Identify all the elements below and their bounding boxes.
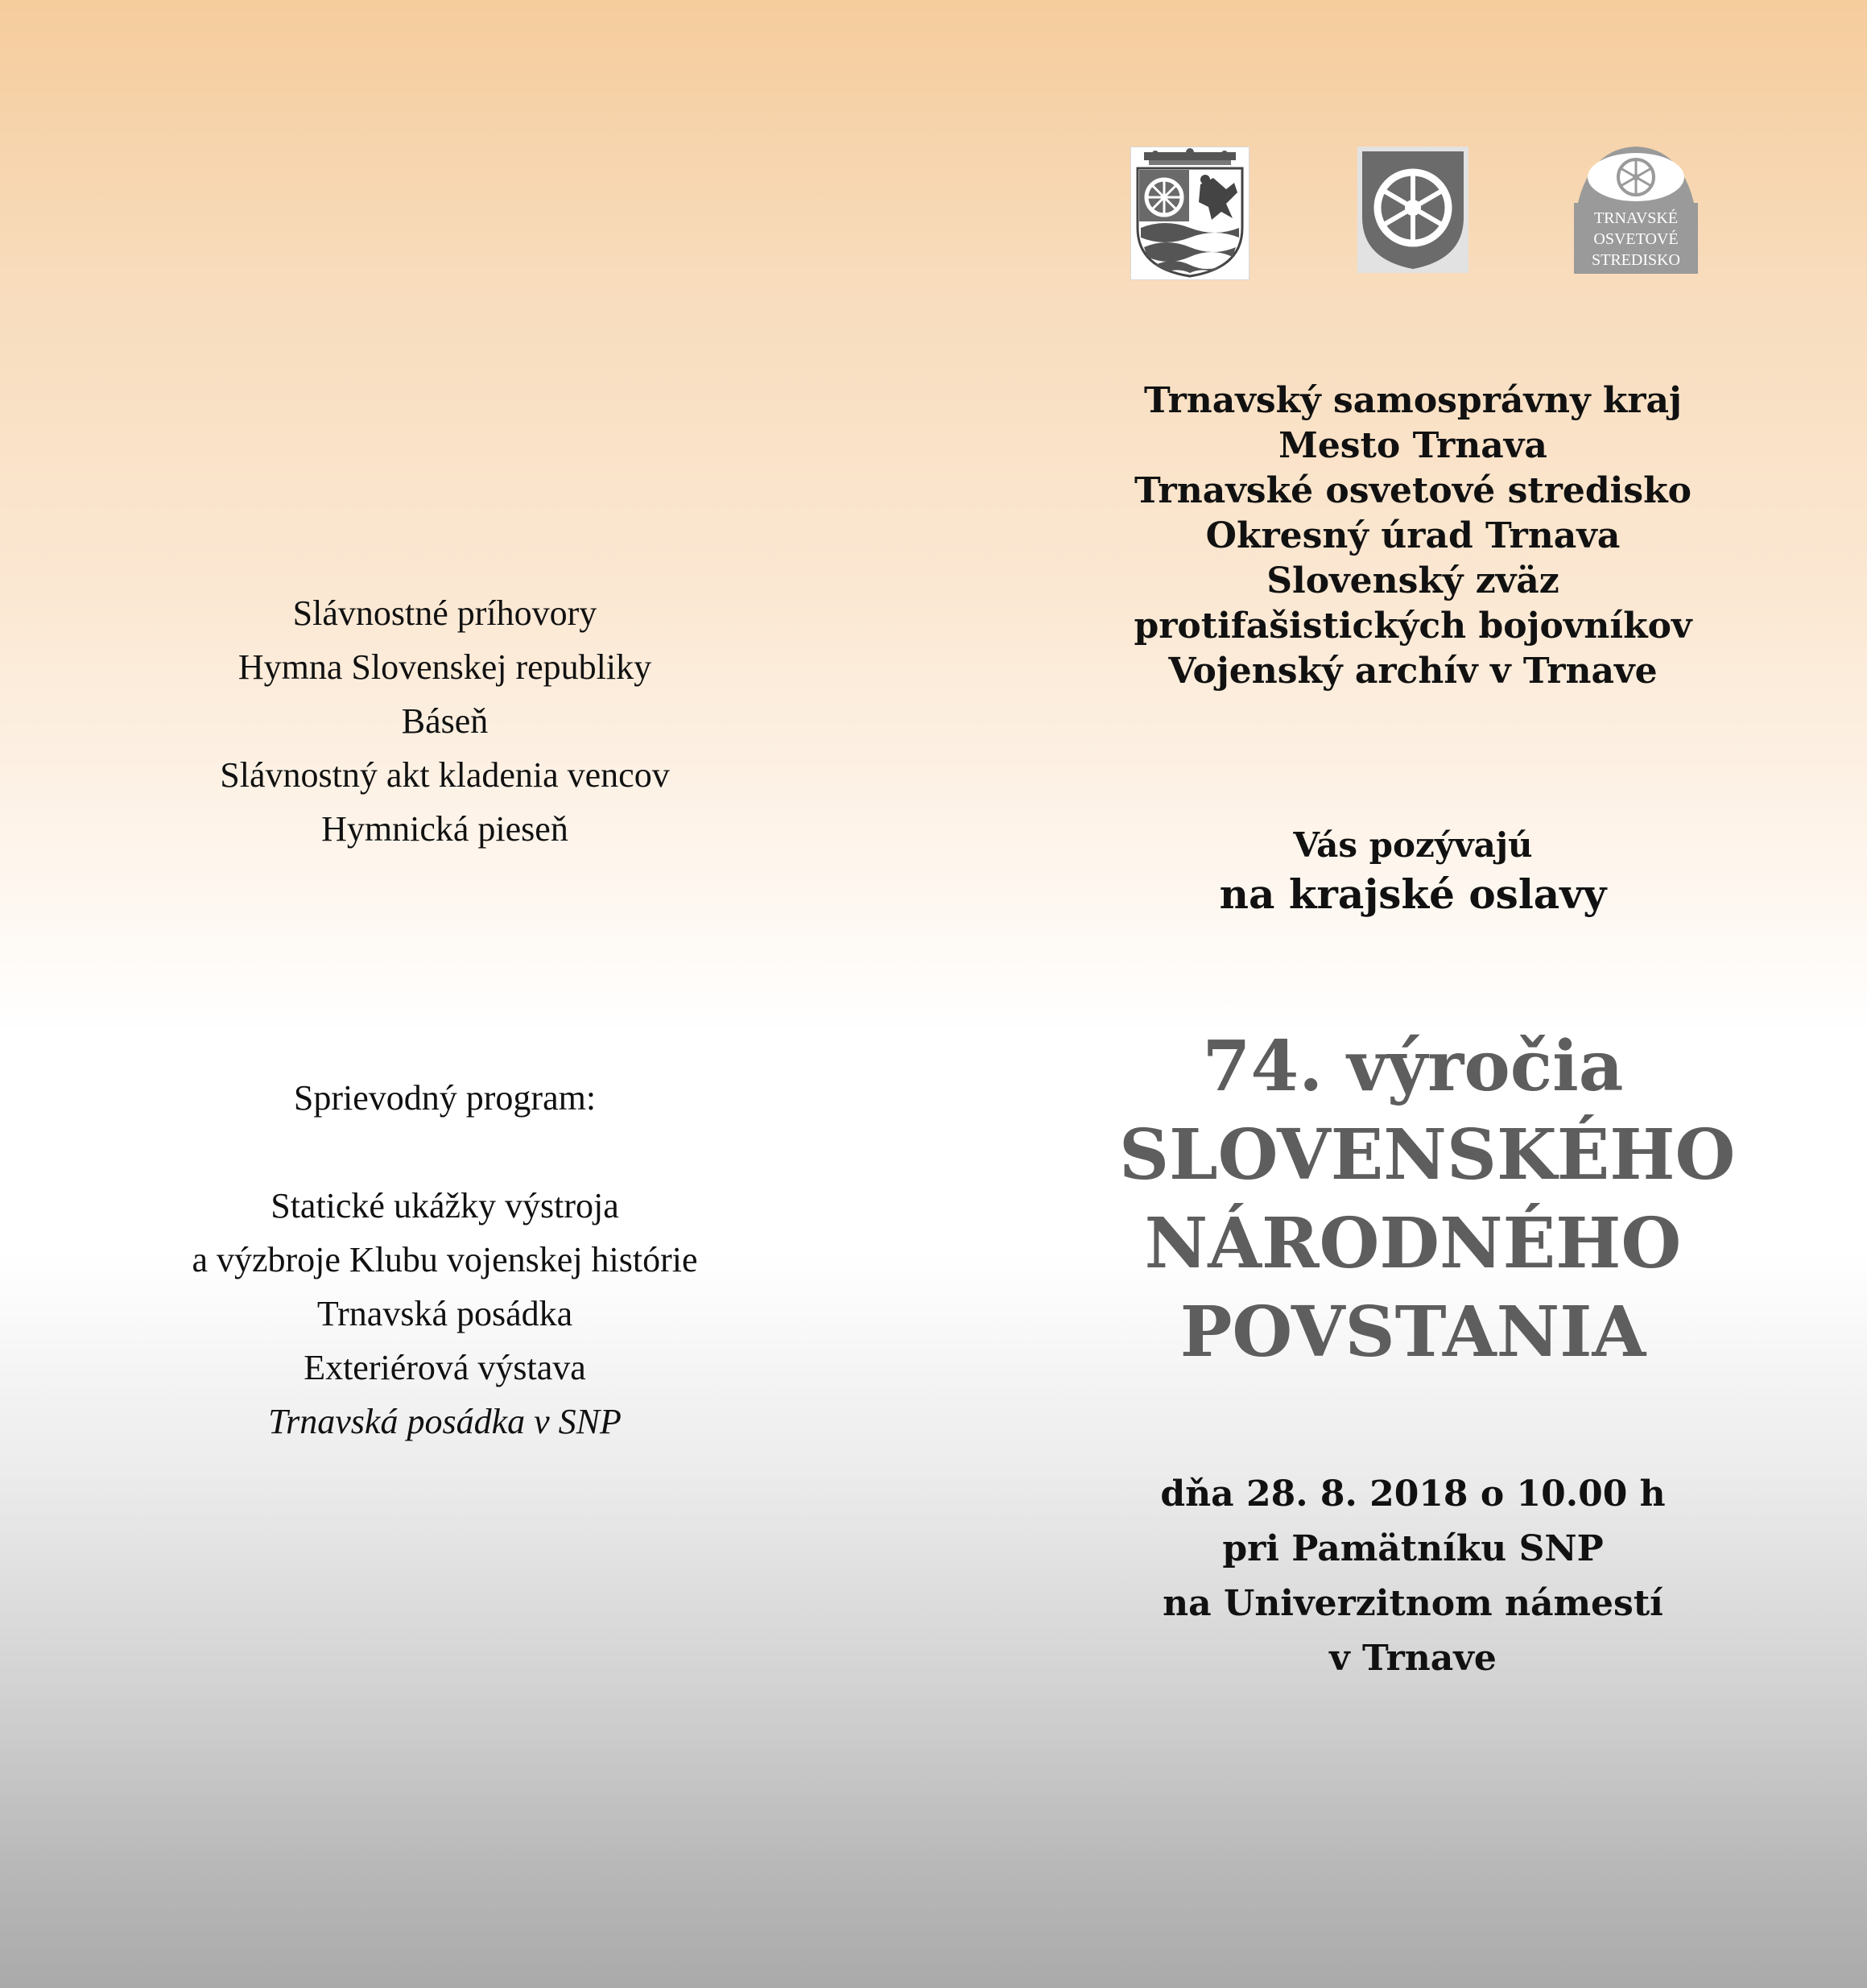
- city-wheel-icon: [1357, 147, 1468, 273]
- organizers-list: [1119, 378, 1707, 694]
- event-place: v Trnave: [1329, 1638, 1497, 1679]
- program-item: Hymnická pieseň: [321, 809, 568, 849]
- title-line: POVSTANIA: [1179, 1292, 1646, 1373]
- organizer: Vojenský archív v Trnave: [1168, 651, 1658, 692]
- accompanying-item: a výzbroje Klubu vojenskej histórie: [192, 1240, 698, 1279]
- region-coat-of-arms-logo: [1130, 147, 1249, 280]
- accompanying-program: [105, 1071, 785, 1449]
- wheel-eye-icon: [1574, 143, 1698, 208]
- organizer: Okresný úrad Trnava: [1205, 515, 1621, 556]
- spacer: [105, 1125, 785, 1179]
- event-place: na Univerzitnom námestí: [1163, 1583, 1663, 1624]
- invitation-text: na krajské oslavy: [1219, 870, 1607, 918]
- logo-center-line: OSVETOVÉ: [1593, 230, 1679, 248]
- program-item: Báseň: [401, 701, 489, 741]
- program-item: Slávnostný akt kladenia vencov: [220, 755, 670, 795]
- accompanying-item: Exteriérová výstava: [304, 1348, 586, 1387]
- organizer: Slovenský zväz: [1266, 560, 1559, 601]
- program-item: Slávnostné príhovory: [292, 593, 597, 633]
- title-line: SLOVENSKÉHO: [1119, 1114, 1736, 1196]
- city-coat-of-arms-logo: [1357, 147, 1468, 273]
- accompanying-item: Statické ukážky výstroja: [271, 1186, 619, 1225]
- event-title: [1119, 1023, 1736, 1377]
- logo-center-line: STREDISKO: [1591, 251, 1680, 269]
- event-place: pri Pamätníku SNP: [1222, 1528, 1604, 1569]
- exhibition-title: Trnavská posádka v SNP: [268, 1402, 622, 1441]
- organizer: Mesto Trnava: [1278, 425, 1547, 466]
- invitation-line-1: [1119, 821, 1707, 870]
- event-date-time: dňa 28. 8. 2018 o 10.00 h: [1160, 1473, 1666, 1515]
- accompanying-heading: Sprievodný program:: [293, 1078, 597, 1118]
- organizer: Trnavský samosprávny kraj: [1144, 380, 1682, 421]
- accompanying-item: Trnavská posádka: [316, 1294, 573, 1333]
- logo-center-label: [1574, 203, 1698, 274]
- title-line: 74. výročia: [1202, 1026, 1624, 1107]
- invitation-line-2: [1119, 868, 1707, 921]
- ceremony-program: [105, 586, 785, 856]
- organizer: Trnavské osvetové stredisko: [1134, 470, 1691, 511]
- logo-center-line: TRNAVSKÉ: [1593, 209, 1679, 227]
- invitation-text: Vás pozývajú: [1293, 825, 1533, 865]
- region-crest-icon: [1131, 147, 1249, 279]
- program-item: Hymna Slovenskej republiky: [238, 647, 652, 687]
- organizer: protifašistických bojovníkov: [1134, 605, 1692, 647]
- title-line: NÁRODNÉHO: [1144, 1203, 1682, 1284]
- event-details: [1119, 1467, 1707, 1686]
- trnava-cultural-center-logo: [1574, 143, 1698, 274]
